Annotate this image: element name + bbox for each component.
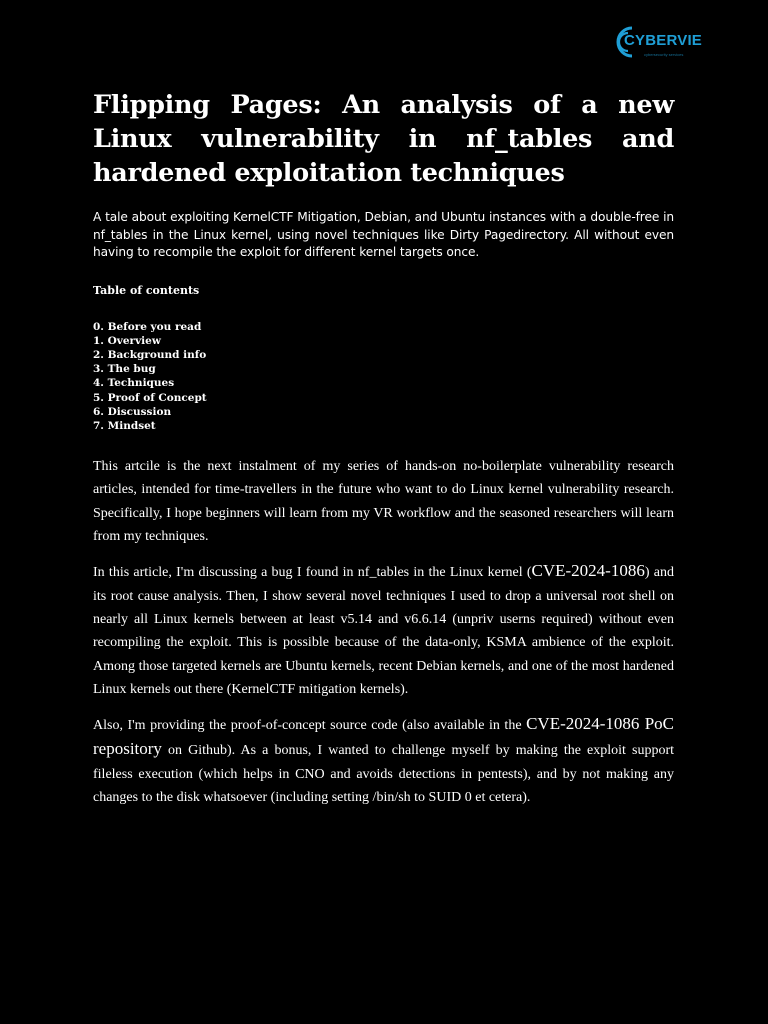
poc-repository-link[interactable]: CVE-2024-1086 PoC repository <box>93 714 675 759</box>
cve-link[interactable]: CVE-2024-1086 <box>531 561 645 581</box>
article <box>93 88 674 809</box>
page-title: Flipping Pages: An analysis of a new Linux vulnerability in nf_tables and hardened exploitation techniques <box>93 90 674 188</box>
intro-paragraph: This artcile is the next instalment of my series of hands-on no-boilerplate vulnerability research articles, intended for time-travellers in the future who want to do Linux kernel vulnerability research. Specifically, I hope beginners will learn from my VR workflow and the seasoned researchers will learn from my techniques. <box>93 459 674 545</box>
poc-paragraph-start: Also, I'm providing the proof-of-concept source code (also available in the <box>93 718 527 734</box>
toc-item-the-bug[interactable]: 3. The bug <box>93 363 156 376</box>
logo-wordmark: CYBERVIE <box>624 32 703 49</box>
bug-paragraph-end: ) and its root cause analysis. Then, I show several novel techniques I used to drop a universal root shell on nearly all Linux kernels between at least v5.14 and v6.6.14 (unpriv userns required) without even recompiling the exploit. This is possible because of the data-only, KSMA ambience of the exploit. Among those targeted kernels are Ubuntu kernels, recent Debian kernels, and one of the most hardened Linux kernels out there (KernelCTF mitigation kernels). <box>93 565 674 697</box>
toc-item-before-you-read[interactable]: 0. Before you read <box>93 320 202 333</box>
toc-item-mindset[interactable]: 7. Mindset <box>93 419 156 432</box>
table-of-contents <box>93 320 674 434</box>
toc-item-background-info[interactable]: 2. Background info <box>93 348 207 361</box>
poc-paragraph-end: on Github). As a bonus, I wanted to challenge myself by making the exploit support fileless execution (which helps in CNO and avoids detections in pentests), and by not making any changes to the disk whatsoever (including setting /bin/sh to SUID 0 et cetera). <box>93 743 674 805</box>
bug-paragraph-start: In this article, I'm discussing a bug I found in nf_tables in the Linux kernel ( <box>93 565 532 581</box>
toc-item-techniques[interactable]: 4. Techniques <box>93 377 175 390</box>
toc-item-proof-of-concept[interactable]: 5. Proof of Concept <box>93 391 207 404</box>
bug-paragraph <box>93 559 674 701</box>
poc-paragraph <box>93 712 674 809</box>
toc-heading: Table of contents <box>93 283 200 297</box>
cybervie-logo <box>610 22 730 62</box>
toc-item-overview[interactable]: 1. Overview <box>93 334 161 347</box>
logo-tagline: cybersecurity services <box>644 52 684 57</box>
article-subtitle: A tale about exploiting KernelCTF Mitigation, Debian, and Ubuntu instances with a double-free in nf_tables in the Linux kernel, using novel techniques like Dirty Pagedirectory. All without even having to recompile the exploit for different kernel targets once. <box>93 210 674 259</box>
toc-item-discussion[interactable]: 6. Discussion <box>93 405 172 418</box>
